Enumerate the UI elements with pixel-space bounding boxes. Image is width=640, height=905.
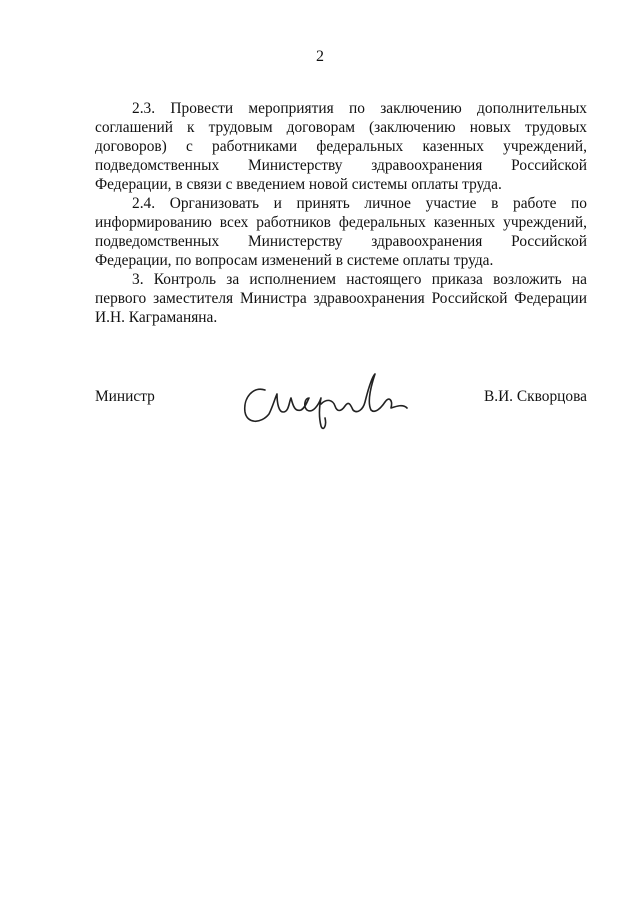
paragraph-3: 3. Контроль за исполнением настоящего приказа возложить на первого заместителя Министра здравоохранения Российской Федерации И.Н. Каграманяна. <box>95 271 587 326</box>
handwritten-signature <box>235 368 435 438</box>
signatory-title: Министр <box>95 388 155 405</box>
document-body <box>95 99 587 327</box>
signature-block <box>95 378 587 438</box>
paragraph-2-3: 2.3. Провести мероприятия по заключению дополнительных соглашений к трудовым договорам (заключению новых трудовых договоров) с работниками федеральных казенных учреждений, подведомственных Министерству здравоохранения Российской Федерации, в связи с введением новой системы оплаты труда. <box>95 100 587 193</box>
signatory-name: В.И. Скворцова <box>483 388 587 405</box>
page-number: 2 <box>316 48 324 65</box>
paragraph-2-4: 2.4. Организовать и принять личное участие в работе по информированию всех работников федеральных казенных учреждений, подведомственных Министерству здравоохранения Российской Федерации, по вопросам изменений в системе оплаты труда. <box>95 195 587 269</box>
